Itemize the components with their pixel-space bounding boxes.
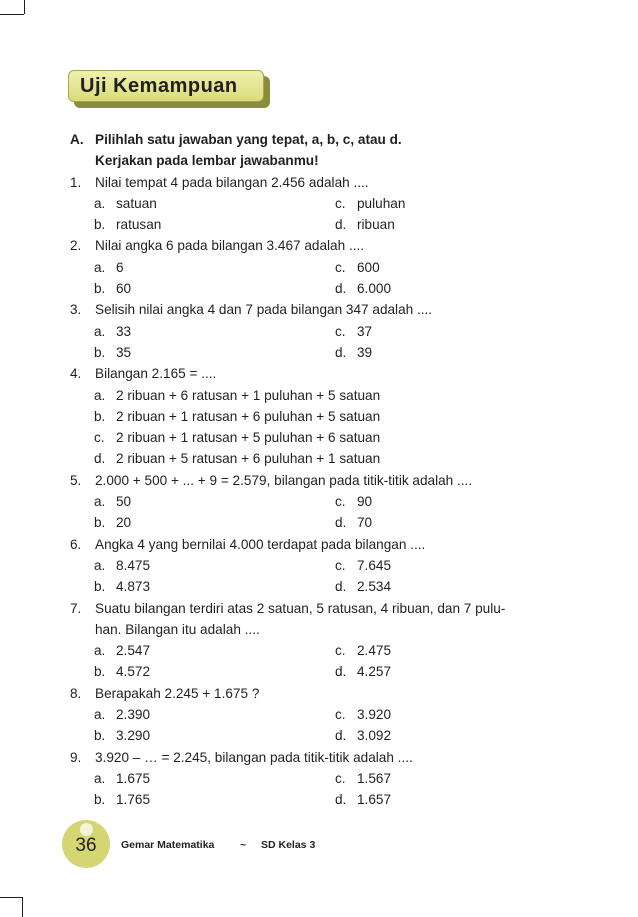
option-letter: c. xyxy=(94,430,105,446)
title-box xyxy=(68,70,264,102)
crop-mark-bottom-left xyxy=(22,897,23,917)
question-row xyxy=(70,172,570,193)
option-letter: d. xyxy=(335,664,347,680)
option-row xyxy=(70,725,570,746)
option-row xyxy=(70,193,570,214)
answer-option xyxy=(94,257,124,278)
option-letter: d. xyxy=(335,728,347,744)
option-letter: c. xyxy=(335,557,346,573)
option-letter: d. xyxy=(335,579,347,595)
option-row xyxy=(70,555,570,576)
question-text-continued: han. Bilangan itu adalah .... xyxy=(95,621,260,637)
option-text: 1.567 xyxy=(357,770,392,786)
crop-mark-top-left xyxy=(24,0,25,14)
option-text: 1.765 xyxy=(116,792,151,808)
option-letter: d. xyxy=(335,217,347,233)
option-text: 2.475 xyxy=(357,643,392,659)
answer-option xyxy=(335,789,391,810)
option-letter: d. xyxy=(335,344,347,360)
question-row xyxy=(70,363,570,384)
answer-option xyxy=(94,321,131,342)
option-row xyxy=(70,257,570,278)
option-letter: c. xyxy=(335,259,346,275)
option-letter: d. xyxy=(335,792,347,808)
option-letter: d. xyxy=(94,451,106,467)
answer-option xyxy=(94,640,150,661)
answer-option xyxy=(94,385,380,406)
option-row xyxy=(70,406,570,427)
question-number: 7. xyxy=(70,600,82,616)
footer-grade: SD Kelas 3 xyxy=(261,839,316,851)
question-number: 3. xyxy=(70,302,82,318)
option-row xyxy=(70,448,570,469)
option-letter: a. xyxy=(94,259,106,275)
answer-option xyxy=(94,661,150,682)
answer-option xyxy=(94,448,380,469)
option-letter: b. xyxy=(94,344,106,360)
option-letter: c. xyxy=(335,195,346,211)
option-text: puluhan xyxy=(357,195,406,211)
text-line xyxy=(70,129,570,150)
footer-book-title: Gemar Matematika xyxy=(121,839,215,851)
answer-option xyxy=(94,342,131,363)
option-row xyxy=(70,214,570,235)
option-text: 3.092 xyxy=(357,728,392,744)
question-row xyxy=(70,534,570,555)
question-number: 5. xyxy=(70,472,82,488)
question-text: Berapakah 2.245 + 1.675 ? xyxy=(95,685,260,701)
section-letter: A. xyxy=(70,132,84,147)
page-number: 36 xyxy=(75,835,97,856)
answer-option xyxy=(335,491,372,512)
page-number-badge xyxy=(62,820,110,868)
crop-mark-bottom-left xyxy=(0,897,22,898)
option-letter: d. xyxy=(335,515,347,531)
question-text: Nilai angka 6 pada bilangan 3.467 adalah .... xyxy=(95,238,365,254)
option-text: 2.390 xyxy=(116,707,151,723)
question-row xyxy=(70,598,570,619)
answer-option xyxy=(94,576,150,597)
option-row xyxy=(70,768,570,789)
question-text: Angka 4 yang bernilai 4.000 terdapat pada bilangan .... xyxy=(95,536,426,552)
question-text: Suatu bilangan terdiri atas 2 satuan, 5 ratusan, 4 ribuan, dan 7 pulu- xyxy=(95,600,506,616)
option-text: ratusan xyxy=(116,217,162,233)
option-letter: c. xyxy=(335,770,346,786)
section-title-banner xyxy=(68,70,270,108)
option-text: 600 xyxy=(357,259,380,275)
option-text: 33 xyxy=(116,323,132,339)
answer-option xyxy=(335,704,391,725)
option-letter: b. xyxy=(94,408,106,424)
answer-option xyxy=(335,321,372,342)
question-list xyxy=(70,129,570,811)
option-text: 2 ribuan + 6 ratusan + 1 puluhan + 5 satuan xyxy=(116,387,381,403)
option-text: satuan xyxy=(116,195,157,211)
option-row xyxy=(70,512,570,533)
option-text: 39 xyxy=(357,344,373,360)
answer-option xyxy=(335,512,372,533)
option-letter: a. xyxy=(94,770,106,786)
answer-option xyxy=(94,768,150,789)
answer-option xyxy=(94,278,131,299)
question-number: 8. xyxy=(70,685,82,701)
option-text: 37 xyxy=(357,323,373,339)
option-text: 7.645 xyxy=(357,557,392,573)
option-letter: a. xyxy=(94,557,106,573)
question-number: 9. xyxy=(70,749,82,765)
question-text: 3.920 – … = 2.245, bilangan pada titik-titik adalah .... xyxy=(95,749,413,765)
question-text: Selisih nilai angka 4 dan 7 pada bilangan 347 adalah .... xyxy=(95,302,433,318)
question-row xyxy=(70,470,570,491)
option-text: 6 xyxy=(116,259,124,275)
option-text: 8.475 xyxy=(116,557,151,573)
option-text: 1.657 xyxy=(357,792,392,808)
page-title: Uji Kemampuan xyxy=(80,75,238,97)
option-row xyxy=(70,321,570,342)
instruction-text: Kerjakan pada lembar jawabanmu! xyxy=(95,153,319,169)
answer-option xyxy=(94,725,150,746)
option-letter: a. xyxy=(94,643,106,659)
answer-option xyxy=(335,555,391,576)
question-number: 6. xyxy=(70,536,82,552)
option-row xyxy=(70,342,570,363)
option-text: 20 xyxy=(116,515,132,531)
option-row xyxy=(70,640,570,661)
option-letter: c. xyxy=(335,494,346,510)
option-text: 6.000 xyxy=(357,281,392,297)
crop-mark-top-left xyxy=(0,14,24,15)
option-row xyxy=(70,576,570,597)
option-row xyxy=(70,704,570,725)
answer-option xyxy=(94,512,131,533)
answer-option xyxy=(94,193,157,214)
question-row xyxy=(70,299,570,320)
instruction-text: Pilihlah satu jawaban yang tepat, a, b, c, atau d. xyxy=(95,132,402,147)
answer-option xyxy=(335,661,391,682)
answer-option xyxy=(335,725,391,746)
answer-option xyxy=(94,704,150,725)
option-letter: b. xyxy=(94,579,106,595)
question-text: Bilangan 2.165 = .... xyxy=(95,366,217,382)
option-text: 2.547 xyxy=(116,643,151,659)
option-text: 3.290 xyxy=(116,728,151,744)
option-row xyxy=(70,278,570,299)
option-text: 90 xyxy=(357,494,373,510)
option-row xyxy=(70,491,570,512)
answer-option xyxy=(94,555,150,576)
option-row xyxy=(70,789,570,810)
answer-option xyxy=(335,193,405,214)
question-row xyxy=(70,683,570,704)
option-text: 60 xyxy=(116,281,132,297)
answer-option xyxy=(335,576,391,597)
option-text: ribuan xyxy=(357,217,395,233)
option-letter: b. xyxy=(94,792,106,808)
option-text: 50 xyxy=(116,494,132,510)
option-letter: c. xyxy=(335,323,346,339)
option-letter: a. xyxy=(94,494,106,510)
text-line xyxy=(70,150,570,171)
option-row xyxy=(70,385,570,406)
option-text: 35 xyxy=(116,344,132,360)
option-text: 2 ribuan + 1 ratusan + 6 puluhan + 5 satuan xyxy=(116,408,381,424)
question-text: 2.000 + 500 + ... + 9 = 2.579, bilangan pada titik-titik adalah .... xyxy=(95,472,473,488)
option-text: 70 xyxy=(357,515,373,531)
answer-option xyxy=(94,406,380,427)
option-letter: a. xyxy=(94,707,106,723)
option-text: 2 ribuan + 1 ratusan + 5 puluhan + 6 satuan xyxy=(116,430,381,446)
option-letter: a. xyxy=(94,323,106,339)
answer-option xyxy=(94,491,131,512)
question-row xyxy=(70,747,570,768)
answer-option xyxy=(94,427,380,448)
question-row xyxy=(70,235,570,256)
option-letter: c. xyxy=(335,707,346,723)
option-text: 4.257 xyxy=(357,664,392,680)
option-letter: b. xyxy=(94,664,106,680)
answer-option xyxy=(94,214,161,235)
option-letter: b. xyxy=(94,217,106,233)
answer-option xyxy=(335,257,380,278)
option-letter: d. xyxy=(335,281,347,297)
option-letter: b. xyxy=(94,728,106,744)
option-text: 1.675 xyxy=(116,770,151,786)
question-number: 2. xyxy=(70,238,82,254)
option-text: 2 ribuan + 5 ratusan + 6 puluhan + 1 satuan xyxy=(116,451,381,467)
question-number: 4. xyxy=(70,366,82,382)
answer-option xyxy=(335,214,395,235)
option-row xyxy=(70,661,570,682)
answer-option xyxy=(335,342,372,363)
option-letter: a. xyxy=(94,387,106,403)
answer-option xyxy=(335,278,391,299)
text-line xyxy=(70,619,570,640)
option-text: 2.534 xyxy=(357,579,392,595)
option-letter: c. xyxy=(335,643,346,659)
question-text: Nilai tempat 4 pada bilangan 2.456 adalah .... xyxy=(95,174,369,190)
answer-option xyxy=(335,768,391,789)
answer-option xyxy=(335,640,391,661)
question-number: 1. xyxy=(70,174,82,190)
answer-option xyxy=(94,789,150,810)
option-letter: a. xyxy=(94,195,106,211)
option-row xyxy=(70,427,570,448)
option-letter: b. xyxy=(94,281,106,297)
option-text: 4.572 xyxy=(116,664,151,680)
option-letter: b. xyxy=(94,515,106,531)
footer-separator: ~ xyxy=(240,839,247,851)
option-text: 3.920 xyxy=(357,707,392,723)
option-text: 4.873 xyxy=(116,579,151,595)
